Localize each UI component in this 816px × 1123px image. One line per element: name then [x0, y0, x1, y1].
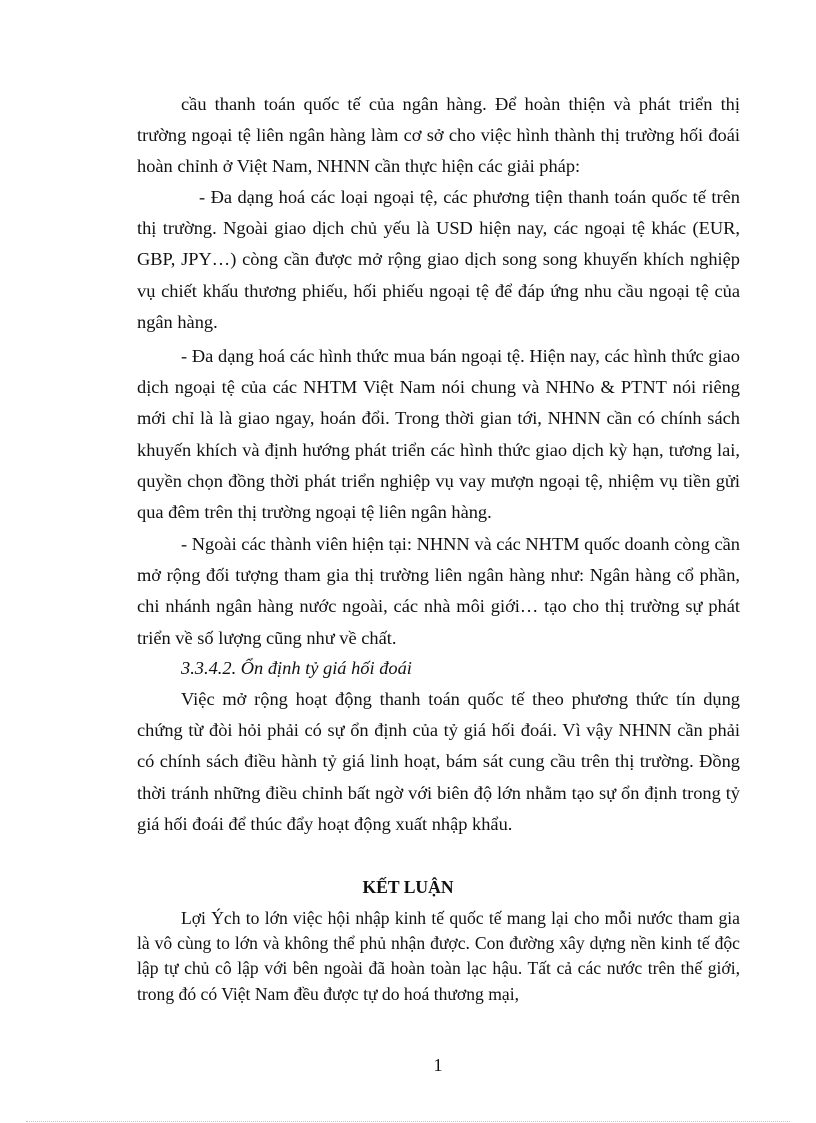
paragraph-intro: cầu thanh toán quốc tế của ngân hàng. Để hoàn thiện và phát triển thị trường ngoại tệ liên ngân hàng làm cơ sở cho việc hình thành thị trường hối đoái hoàn chỉnh ở Việt Nam, NHNN cần thực hiện các giải pháp: [137, 94, 740, 177]
paragraph-market-participants: - Ngoài các thành viên hiện tại: NHNN và các NHTM quốc doanh còng cần mở rộng đối tượng tham gia thị trường liên ngân hàng như: Ngân hàng cổ phần, chi nhánh ngân hàng nước ngoài, các nhà môi giới… tạo cho thị trường sự phát triển về số lượng cũng như về chất. [137, 534, 740, 648]
conclusion-title: KẾT LUẬN [362, 877, 454, 897]
paragraph-exchange-rate-stability: Việc mở rộng hoạt động thanh toán quốc tế theo phương thức tín dụng chứng từ đòi hỏi phải có sự ổn định của tỷ giá hối đoái. Vì vậy NHNN cần phải có chính sách điều hành tỷ giá linh hoạt, bám sát cung cầu trên thị trường. Đồng thời tránh những điều chỉnh bất ngờ với biên độ lớn nhằm tạo sự ổn định trong tỷ giá hối đoái để thúc đẩy hoạt động xuất nhập khẩu. [137, 689, 740, 834]
footer-divider [26, 1121, 790, 1122]
page-number: 1 [433, 1055, 443, 1075]
section-heading: 3.3.4.2. Ổn định tỷ giá hối đoái [181, 658, 412, 678]
paragraph-trading-forms: - Đa dạng hoá các hình thức mua bán ngoại tệ. Hiện nay, các hình thức giao dịch ngoại tệ của các NHTM Việt Nam nói chung và NHNo & PTNT nói riêng mới chỉ là là giao ngay, hoán đổi. Trong thời gian tới, NHNN cần có chính sách khuyến khích và định hướng phát triển các hình thức giao dịch kỳ hạn, tương lai, quyền chọn đồng thời phát triển nghiệp vụ vay mượn ngoại tệ, nhiệm vụ tiền gửi qua đêm trên thị trường ngoại tệ liên ngân hàng. [137, 346, 740, 523]
paragraph-conclusion: Lợi Ých to lớn việc hội nhập kinh tế quốc tế mang lại cho mỗi nước tham gia là vô cùng to lớn và không thể phủ nhận được. Con đường xây dựng nền kinh tế độc lập tự chủ cô lập với bên ngoài đã hoàn toàn lạc hậu. Tất cả các nước trên thế giới, trong đó có Việt Nam đều được tự do hoá thương mại, [137, 908, 740, 1004]
paragraph-currency-diversification: - Đa dạng hoá các loại ngoại tệ, các phương tiện thanh toán quốc tế trên thị trường. Ngoài giao dịch chủ yếu là USD hiện nay, các ngoại tệ khác (EUR, GBP, JPY…) còng cần được mở rộng giao dịch song song khuyến khích nghiệp vụ chiết khấu thương phiếu, hối phiếu ngoại tệ để đáp ứng nhu cầu ngoại tệ của ngân hàng. [137, 187, 740, 332]
